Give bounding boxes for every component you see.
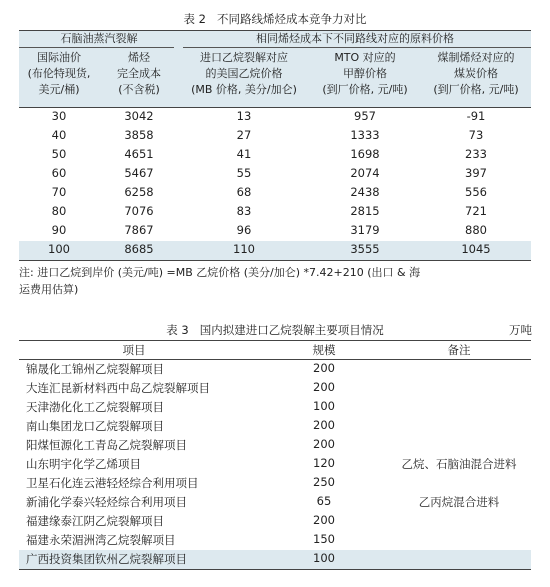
table-row: 广西投资集团钦州乙烷裂解项目 100 bbox=[19, 550, 531, 569]
table2-col-coal-price: 煤制烯烃对应的 煤炭价格 (到厂价格, 元/吨) bbox=[433, 51, 519, 96]
table2-note: 注: 进口乙烷到岸价 (美元/吨) =MB 乙烷价格 (美分/加仑) *7.42+210 (出口 & 海 运费用估算) bbox=[19, 266, 421, 296]
table2-bottom-rule bbox=[19, 260, 531, 261]
table-row: 40 3858 27 1333 73 bbox=[51, 128, 484, 142]
table-row: 90 7867 96 3179 880 bbox=[51, 223, 487, 237]
table-row: 大连汇昆新材料西中岛乙烷裂解项目 200 bbox=[26, 380, 335, 395]
table3-col-capacity: 规模 bbox=[312, 343, 336, 357]
table3-bottom-rule bbox=[19, 569, 531, 570]
table3-caption: 表 3 国内拟建进口乙烷裂解主要项目情况 bbox=[166, 323, 384, 337]
table-row: 卫星石化连云港轻烃综合利用项目 250 bbox=[26, 475, 335, 490]
table-row: 山东明宇化学乙烯项目 120 乙烷、石脑油混合进料 bbox=[26, 456, 517, 471]
table2-col-ethane-price: 进口乙烷裂解对应 的美国乙烷价格 (MB 价格, 美分/加仑) bbox=[191, 51, 297, 96]
table2-header bbox=[19, 30, 531, 107]
table3-header bbox=[19, 341, 531, 359]
table-row: 福建缘泰江阴乙烷裂解项目 200 bbox=[26, 513, 335, 528]
table2-group-naphtha: 石脑油蒸汽裂解 bbox=[60, 32, 138, 45]
table-row: 80 7076 83 2815 721 bbox=[51, 204, 487, 218]
table2-group2-rule bbox=[183, 47, 531, 48]
table3-col-remark: 备注 bbox=[447, 343, 471, 357]
table-row: 阳煤恒源化工青岛乙烷裂解项目 200 bbox=[26, 437, 335, 452]
table2-col-olefin-cost: 烯烃 完全成本 (不含税) bbox=[117, 51, 161, 96]
table3-unit: 万吨 bbox=[509, 323, 532, 337]
table-row: 30 3042 13 957 -91 bbox=[51, 109, 486, 123]
table-row: 锦晟化工锦州乙烷裂解项目 200 bbox=[26, 361, 335, 376]
table-row: 新浦化学泰兴轻烃综合利用项目 65 乙丙烷混合进料 bbox=[26, 494, 500, 509]
table2-col-methanol-price: MTO 对应的 甲醇价格 (到厂价格, 元/吨) bbox=[322, 51, 408, 96]
table-row: 70 6258 68 2438 556 bbox=[51, 185, 487, 199]
table2-group1-rule bbox=[19, 47, 174, 48]
table-row: 50 4651 41 1698 233 bbox=[51, 147, 487, 161]
table2-caption: 表 2 不同路线烯烃成本竞争力对比 bbox=[183, 12, 367, 26]
table-row: 60 5467 55 2074 397 bbox=[51, 166, 487, 180]
table-row: 100 8685 110 3555 1045 bbox=[19, 241, 531, 260]
table2-top-rule bbox=[19, 30, 531, 31]
table2-col-oil-price: 国际油价 (布伦特现货, 美元/桶) bbox=[27, 51, 91, 96]
table-row: 天津渤化化工乙烷裂解项目 100 bbox=[26, 399, 335, 414]
table2-group-feedstock: 相同烯烃成本下不同路线对应的原料价格 bbox=[256, 32, 454, 45]
table-row: 南山集团龙口乙烷裂解项目 200 bbox=[26, 418, 335, 433]
table-row: 福建永荣湄洲湾乙烷裂解项目 150 bbox=[26, 532, 335, 547]
table3-col-project: 项目 bbox=[122, 343, 146, 357]
